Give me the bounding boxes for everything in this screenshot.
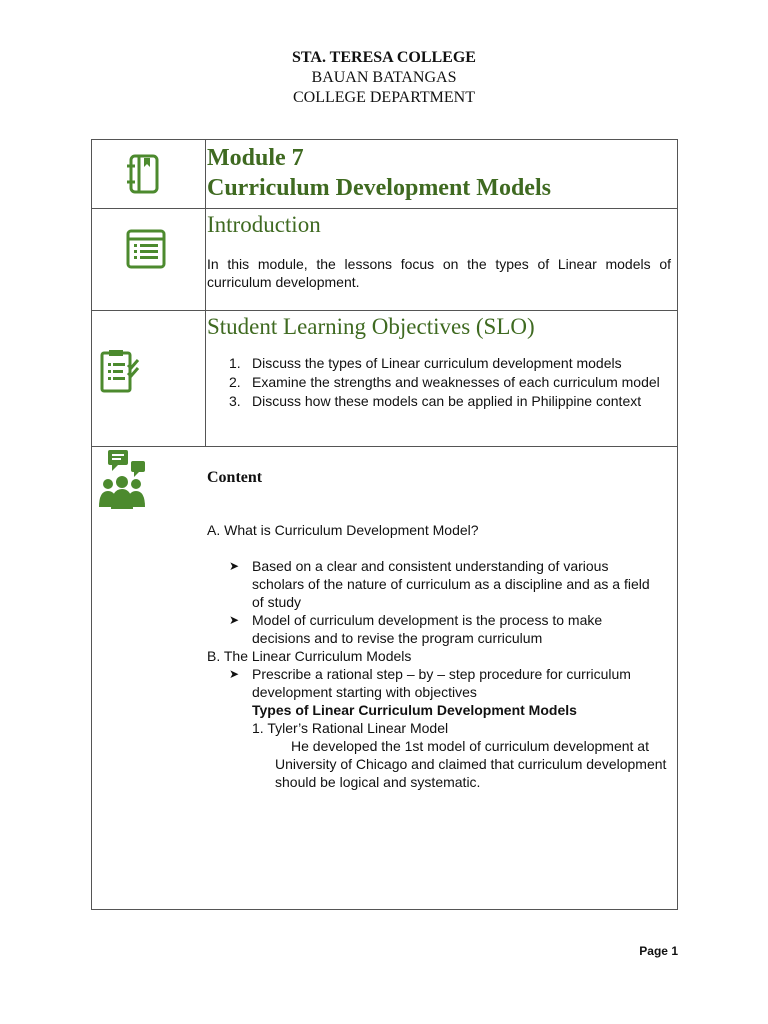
school-name: STA. TERESA COLLEGE [292,49,476,66]
module-number: Module 7 [207,145,304,171]
introduction-row [92,209,677,311]
section-b-heading: B. The Linear Curriculum Models [207,648,412,664]
department-name: COLLEGE DEPARTMENT [293,89,475,106]
slo-item: 2. Examine the strengths and weaknesses of each curriculum model [229,374,660,390]
slo-heading: Student Learning Objectives (SLO) [207,314,535,339]
slo-list [207,354,671,411]
types-heading: Types of Linear Curriculum Development Models [252,702,577,718]
document-header [0,48,768,108]
type-1-text: He developed the 1st model of curriculum development at University of Chicago and claimed that curriculum development should be logical and systematic. [275,738,667,790]
slo-item: 1. Discuss the types of Linear curriculum development models [229,355,622,371]
page-number: Page 1 [639,944,678,958]
section-a-heading: A. What is Curriculum Development Model? [207,522,479,538]
group-discussion-icon [98,449,148,509]
school-location: BAUAN BATANGAS [311,69,457,86]
module-table [91,139,678,910]
introduction-heading: Introduction [207,212,321,237]
book-icon [126,154,162,194]
introduction-text: In this module, the lessons focus on the types of Linear models of curriculum development. [207,256,671,290]
module-title-row [92,140,677,209]
content-row: Content A. What is Curriculum Development Model? ➤ Based on a clear and consistent understanding of various scholars of the nature of curriculum as a discipline and as a field of study ➤ Model of curriculum development is the process to make decisions and to revise the program curriculum B. The Linear Curriculum Models ➤ Prescribe a rational step – by – step procedure for curriculum development starting with objectives Types of Linear Curriculum Development Models 1. Tyler’s Rational Linear Model He developed the 1st model of curriculum development at University of Chicago and claimed that curriculum development should be logical and systematic. [92,447,677,909]
slo-row [92,311,677,447]
module-title: Curriculum Development Models [207,175,551,201]
type-1-title: 1. Tyler’s Rational Linear Model [252,720,449,736]
content-heading: Content [207,469,263,486]
checklist-icon [100,349,140,393]
document-list-icon [126,229,166,269]
arrow-bullet-icon: ➤ [229,667,240,681]
arrow-bullet-icon: ➤ [229,613,240,627]
arrow-bullet-icon: ➤ [229,559,240,573]
slo-item: 3. Discuss how these models can be applied in Philippine context [229,393,642,409]
